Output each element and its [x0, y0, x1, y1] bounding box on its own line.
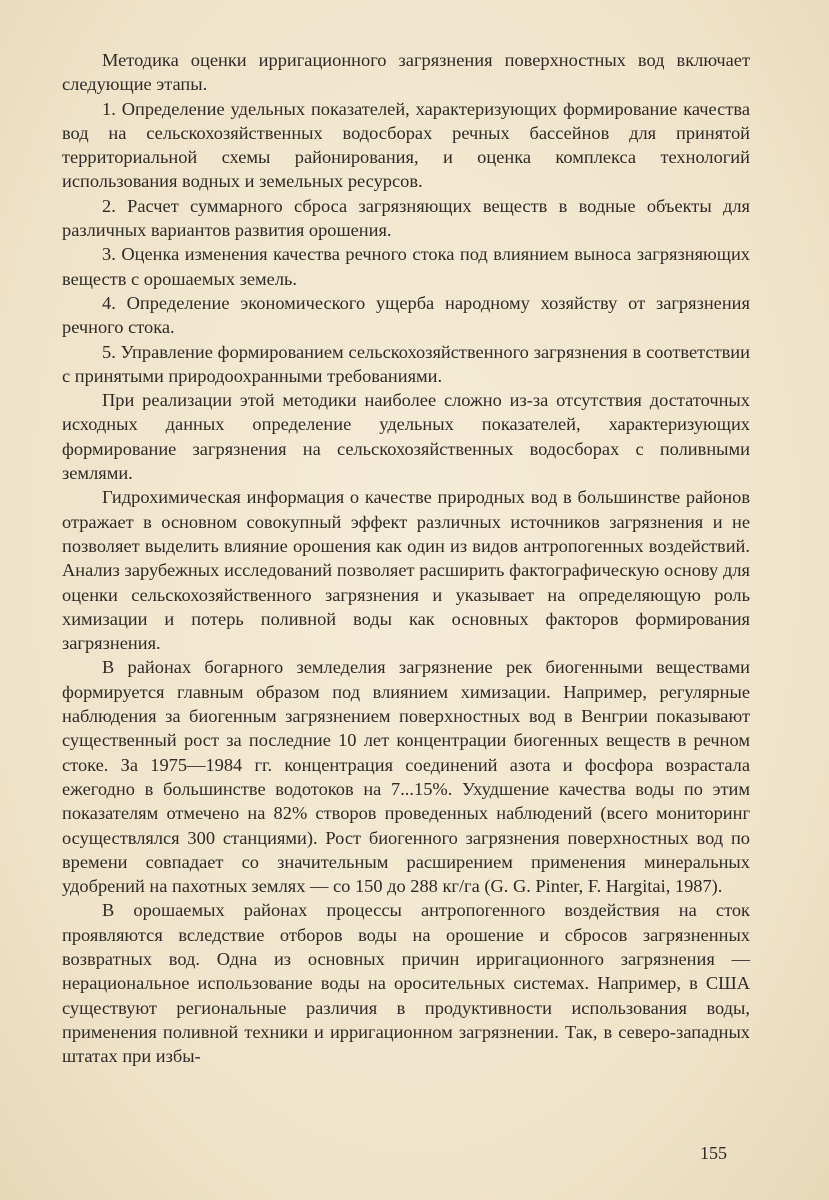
paragraph: 2. Расчет суммарного сброса загрязняющих веществ в водные объекты для различных вариантов развития орошения.: [62, 195, 750, 241]
paragraph: 4. Определение экономического ущерба народному хозяйству от загрязнения речного стока.: [62, 292, 750, 338]
paragraph: В орошаемых районах процессы антропогенного воздействия на сток проявляются вследствие отборов воды на орошение и сбросов загрязненных возвратных вод. Одна из основных причин ирригационного загрязнения — нерациональное использование воды на оросительных системах. Например, в США существуют региональные различия в продуктивности использования воды, применения поливной техники и ирригационном загрязнении. Так, в северо-западных штатах при избы-: [62, 900, 750, 1067]
paragraph: 1. Определение удельных показателей, характеризующих формирование качества вод на сельскохозяйственных водосборах речных бассейнов для принятой территориальной схемы районирования, и оценка комплекса технологий использования водных и земельных ресурсов.: [62, 98, 750, 192]
paragraph: При реализации этой методики наиболее сложно из-за отсутствия достаточных исходных данных определение удельных показателей, характеризующих формирование загрязнения на сельскохозяйственных водосборах с поливными землями.: [62, 390, 750, 484]
paragraph: 5. Управление формированием сельскохозяйственного загрязнения в соответствии с принятыми природоохранными требованиями.: [62, 341, 750, 386]
paragraph: В районах богарного земледелия загрязнение рек биогенными веществами формируется главным образом под влиянием химизации. Например, регулярные наблюдения за биогенным загрязнением поверхностных вод в Венгрии показывают существенный рост за последние 10 лет концентрации биогенных веществ в речном стоке. За 1975—1984 гг. концентрация соединений азота и фосфора возрастала ежегодно в большинстве водотоков на 7...15%. Ухудшение качества воды по этим показателям отмечено на 82% створов проведенных наблюдений (всего мониторинг осуществлялся 300 станциями). Рост биогенного загрязнения поверхностных вод по времени совпадает со значительным расширением применения минеральных удобрений на пахотных землях — со 150 до 288 кг/га (G. G. Pinter, F. Hargitai, 1987).: [62, 657, 750, 897]
paragraph: Гидрохимическая информация о качестве природных вод в большинстве районов отражает в основном совокупный эффект различных источников загрязнения и не позволяет выделить влияние орошения как один из видов антропогенных воздействий. Анализ зарубежных исследований позволяет расширить фактографическую основу для оценки сельскохозяйственного загрязнения и указывает на определяющую роль химизации и потерь поливной воды как основных факторов формирования загрязнения.: [62, 487, 750, 654]
body-text: [62, 48, 750, 1068]
paragraph: Методика оценки ирригационного загрязнения поверхностных вод включает следующие этапы.: [62, 50, 750, 95]
paragraph: 3. Оценка изменения качества речного стока под влиянием выноса загрязняющих веществ с орошаемых земель.: [62, 244, 750, 289]
page-number: 155: [700, 1143, 727, 1163]
